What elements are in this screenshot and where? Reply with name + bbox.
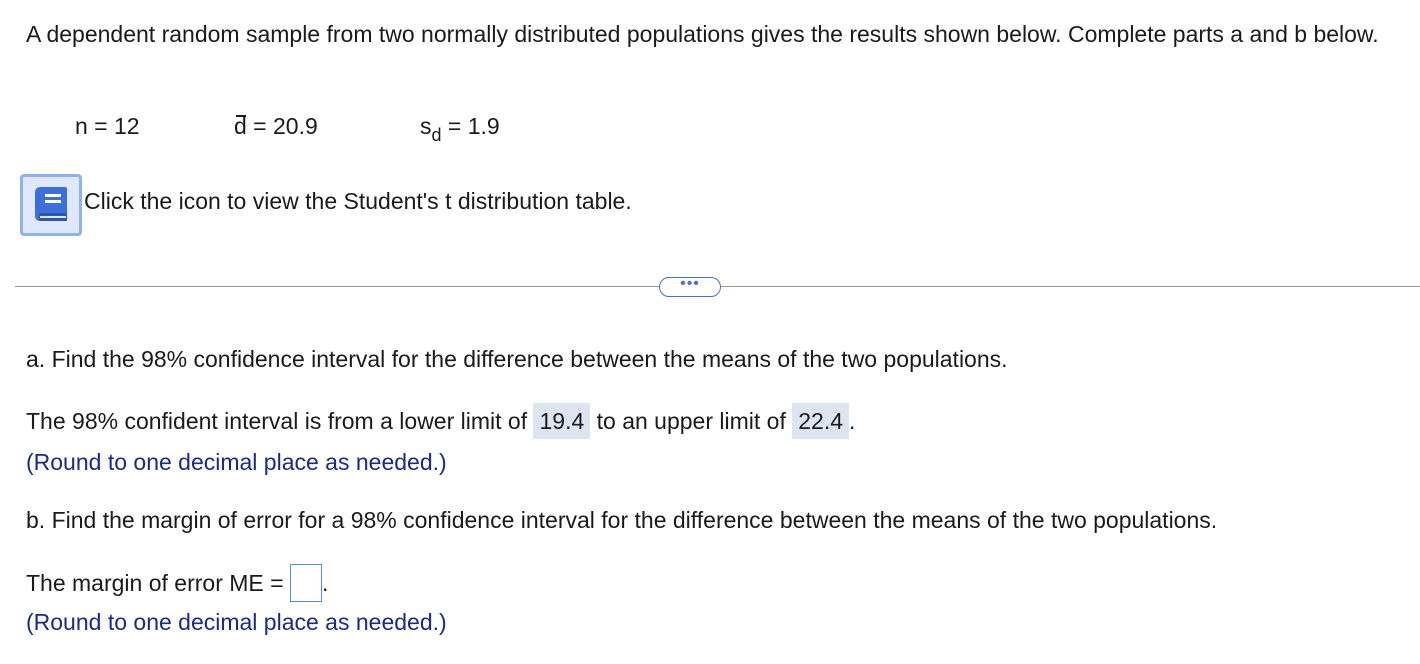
- upper-limit-answer: 22.4: [792, 403, 849, 439]
- part-a-answer-middle: to an upper limit of: [596, 408, 786, 434]
- part-a-question: a. Find the 98% confidence interval for the difference between the means of the two populations.: [26, 346, 1008, 372]
- part-b-question: b. Find the margin of error for a 98% confidence interval for the difference between the means of the two populations.: [26, 507, 1218, 533]
- lower-limit-answer: 19.4: [533, 403, 590, 439]
- d-bar-symbol: d: [234, 113, 247, 139]
- d-bar-value: = 20.9: [246, 113, 318, 139]
- book-icon: [29, 183, 73, 227]
- problem-intro: A dependent random sample from two normally distributed populations gives the results shown below. Complete parts a and b below.: [26, 21, 1379, 47]
- given-n: n = 12: [75, 113, 140, 139]
- part-a-answer-line: [26, 403, 855, 439]
- part-a-answer-suffix: .: [849, 408, 856, 434]
- sd-subscript: d: [431, 125, 442, 145]
- part-b-answer-suffix: .: [321, 570, 329, 596]
- sd-value: = 1.9: [441, 113, 500, 139]
- part-b-answer-prefix: The margin of error ME =: [26, 570, 284, 596]
- part-a-answer-prefix: The 98% confident interval is from a lower limit of: [26, 408, 528, 434]
- part-b-answer-line: [26, 567, 328, 602]
- given-sd: [420, 113, 500, 145]
- sd-symbol: s: [420, 113, 432, 139]
- part-a-hint: (Round to one decimal place as needed.): [26, 449, 447, 475]
- t-table-button[interactable]: [20, 174, 82, 236]
- margin-of-error-input[interactable]: [290, 564, 322, 602]
- part-b-hint: (Round to one decimal place as needed.): [26, 609, 447, 635]
- show-more-button[interactable]: •••: [659, 277, 721, 297]
- given-d-bar: [234, 113, 318, 140]
- t-table-link-text: Click the icon to view the Student's t distribution table.: [84, 188, 632, 214]
